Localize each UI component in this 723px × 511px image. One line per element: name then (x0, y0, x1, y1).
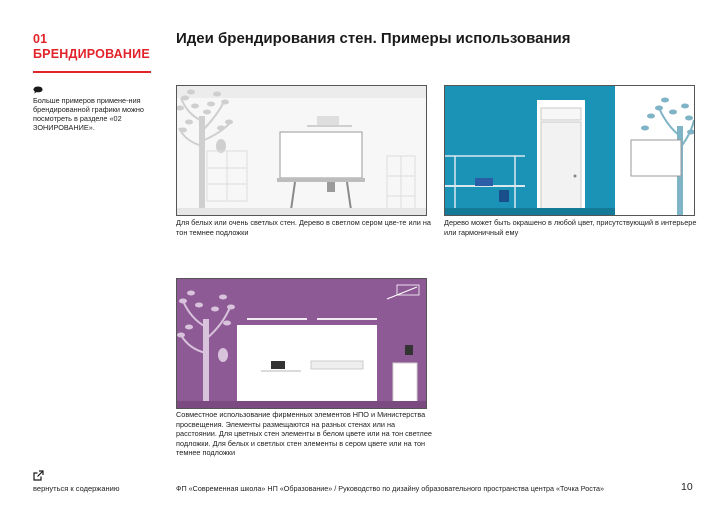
external-link-icon[interactable] (33, 470, 44, 481)
section-number: 01 (33, 32, 48, 46)
caption-combined-use: Совместное использование фирменных элементов НПО и Министерства просвещения. Элементы размещаются на разных стенах или на расстоянии. Для цветных стен элементы в белом цвете или на тон светлее подложки. Для белых и светлых стен элементы в сером цвете или на тон темнее подложки (176, 410, 432, 457)
speech-bubble-icon (33, 86, 43, 94)
section-divider (33, 71, 151, 73)
back-to-contents-link[interactable]: вернуться к содержанию (33, 484, 120, 493)
page-number: 10 (681, 481, 693, 493)
example-image-light-wall (176, 85, 427, 216)
example-image-colored-wall (444, 85, 695, 216)
caption-colored-wall: Дерево может быть окрашено в любой цвет, присутствующий в интерьере или гармоничный ему (444, 218, 697, 237)
page-title: Идеи брендирования стен. Примеры использования (176, 30, 571, 47)
note-text: Больше примеров примене-ния брендированной графики можно посмотреть в разделе «02 ЗОНИРОВАНИЕ». (33, 96, 144, 132)
footer-text: ФП «Современная школа» НП «Образование» / Руководство по дизайну образовательного пространства центра «Точка Роста» (176, 484, 605, 493)
example-image-combined-use (176, 278, 427, 409)
caption-light-wall: Для белых или очень светлых стен. Дерево в светлом сером цве-те или на тон темнее подложки (176, 218, 431, 237)
section-name: БРЕНДИРОВАНИЕ (33, 47, 150, 61)
